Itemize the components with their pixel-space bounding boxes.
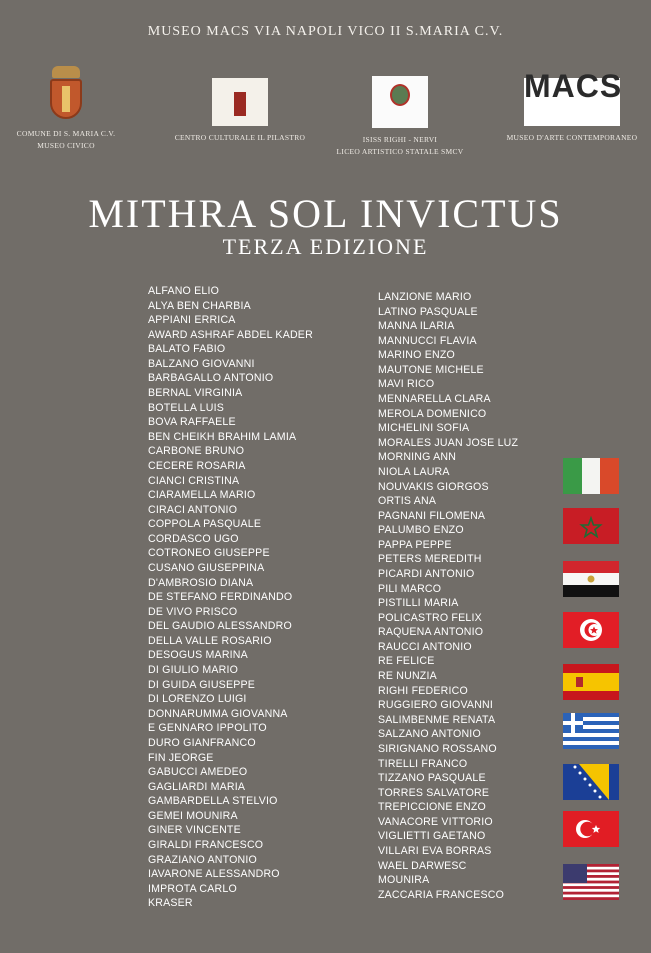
turkey-flag: [563, 811, 619, 847]
artist-left-name: AWARD ASHRAF ABDEL KADER: [148, 328, 313, 341]
artist-right-name: RE FELICE: [378, 655, 435, 668]
artist-right-name: MICHELINI SOFIA: [378, 422, 470, 435]
artist-right-name: VANACORE VITTORIO: [378, 815, 493, 828]
artist-left-name: ALYA BEN CHARBIA: [148, 299, 251, 312]
artist-left-name: IMPROTA CARLO: [148, 882, 237, 895]
artist-left-name: BALATO FABIO: [148, 343, 226, 356]
artist-right-name: PALUMBO ENZO: [378, 524, 464, 537]
artist-right-name: RIGHI FEDERICO: [378, 684, 468, 697]
artist-left-name: CIANCI CRISTINA: [148, 474, 240, 487]
centro-caption: CENTRO CULTURALE IL PILASTRO: [174, 133, 306, 142]
artist-right-name: RAUCCI ANTONIO: [378, 640, 472, 653]
artist-right-name: LANZIONE MARIO: [378, 291, 472, 303]
artist-right-name: PAPPA PEPPE: [378, 538, 452, 551]
artist-left-name: CORDASCO UGO: [148, 532, 239, 545]
artist-left-name: DONNARUMMA GIOVANNA: [148, 707, 288, 720]
artists-list-right: [378, 290, 518, 902]
artist-left-name: GABUCCI AMEDEO: [148, 766, 248, 779]
artist-right-name: VIGLIETTI GAETANO: [378, 830, 486, 843]
artist-left-name: DURO GIANFRANCO: [148, 736, 256, 749]
venue-header: MUSEO MACS VIA NAPOLI VICO II S.MARIA C.V.: [147, 24, 504, 39]
event-title: MITHRA SOL INVICTUS: [88, 191, 563, 236]
artist-left-name: DE VIVO PRISCO: [148, 605, 238, 618]
artist-right-name: MORNING ANN: [378, 451, 457, 464]
artist-right-name: SALZANO ANTONIO: [378, 728, 481, 741]
artist-left-name: CECERE ROSARIA: [148, 459, 246, 472]
artist-right-name: RE NUNZIA: [378, 670, 437, 683]
artist-right-name: MEROLA DOMENICO: [378, 407, 487, 420]
spain-flag: [563, 664, 619, 700]
artist-left-name: ALFANO ELIO: [148, 285, 220, 297]
macs-caption: MUSEO D'ARTE CONTEMPORANEO: [506, 133, 638, 142]
artist-left-name: CARBONE BRUNO: [148, 445, 245, 458]
usa-flag: [563, 864, 619, 900]
centro-culturale-logo: [160, 78, 320, 144]
artist-left-name: DI LORENZO LUIGI: [148, 693, 247, 706]
artist-left-name: DELLA VALLE ROSARIO: [148, 634, 272, 647]
artist-right-name: WAEL DARWESC: [378, 859, 467, 872]
artist-right-name: MAVI RICO: [378, 378, 435, 391]
artists-list-left: [148, 284, 313, 911]
artist-left-name: DI GIULIO MARIO: [148, 664, 239, 677]
macs-wordmark-icon: MACS: [524, 78, 620, 126]
republic-emblem-icon: [372, 76, 428, 128]
artist-right-name: PISTILLI MARIA: [378, 597, 459, 610]
artist-left-name: GINER VINCENTE: [148, 824, 241, 837]
greece-flag: [563, 713, 619, 749]
morocco-flag: [563, 508, 619, 544]
bosnia-flag: [563, 764, 619, 800]
artist-left-name: GEMEI MOUNIRA: [148, 809, 238, 822]
artist-right-name: TIZZANO PASQUALE: [378, 772, 486, 785]
artist-right-name: SALIMBENME RENATA: [378, 713, 496, 726]
artist-right-name: PILI MARCO: [378, 582, 442, 595]
comune-caption-1: COMUNE DI S. MARIA C.V.: [16, 129, 116, 138]
artist-left-name: D'AMBROSIO DIANA: [148, 576, 254, 589]
artist-left-name: COPPOLA PASQUALE: [148, 518, 262, 531]
egypt-flag: [563, 561, 619, 597]
artist-left-name: BOVA RAFFAELE: [148, 416, 236, 429]
artist-left-name: E GENNARO IPPOLITO: [148, 722, 267, 735]
artist-right-name: LATINO PASQUALE: [378, 305, 478, 318]
artist-left-name: DESOGUS MARINA: [148, 649, 248, 662]
artist-right-name: NIOLA LAURA: [378, 465, 450, 478]
artist-right-name: TIRELLI FRANCO: [378, 757, 468, 770]
artist-right-name: TORRES SALVATORE: [378, 786, 490, 799]
artist-left-name: BOTELLA LUIS: [148, 401, 225, 414]
artist-right-name: RUGGIERO GIOVANNI: [378, 699, 494, 712]
artist-right-name: PICARDI ANTONIO: [378, 567, 475, 580]
artist-right-name: SIRIGNANO ROSSANO: [378, 742, 497, 755]
pilastro-icon: [212, 78, 268, 126]
artist-left-name: GAGLIARDI MARIA: [148, 780, 246, 793]
artist-left-name: GRAZIANO ANTONIO: [148, 853, 257, 866]
artist-right-name: PAGNANI FILOMENA: [378, 509, 486, 522]
artist-left-name: KRASER: [148, 897, 193, 910]
artist-right-name: MORALES JUAN JOSE LUZ: [378, 436, 519, 449]
artist-right-name: POLICASTRO FELIX: [378, 611, 482, 624]
comune-caption-2: MUSEO CIVICO: [37, 141, 95, 150]
artist-right-name: PETERS MEREDITH: [378, 553, 482, 566]
artist-left-name: IAVARONE ALESSANDRO: [148, 868, 280, 881]
artist-right-name: MENNARELLA CLARA: [378, 393, 491, 406]
artist-right-name: ZACCARIA FRANCESCO: [378, 888, 505, 901]
artist-left-name: BARBAGALLO ANTONIO: [148, 372, 274, 385]
macs-logo: [496, 68, 648, 144]
artist-left-name: GIRALDI FRANCESCO: [148, 838, 264, 851]
artist-right-name: RAQUENA ANTONIO: [378, 626, 484, 639]
artist-left-name: CIARAMELLA MARIO: [148, 489, 256, 502]
artist-left-name: DEL GAUDIO ALESSANDRO: [148, 620, 292, 633]
italy-flag: [563, 458, 619, 494]
artist-right-name: TREPICCIONE ENZO: [378, 801, 486, 814]
artist-left-name: BERNAL VIRGINIA: [148, 387, 243, 400]
artist-left-name: FIN JEORGE: [148, 751, 214, 764]
artist-left-name: CUSANO GIUSEPPINA: [148, 561, 265, 574]
artist-right-name: MANNA ILARIA: [378, 320, 455, 333]
isiss-caption-2: LICEO ARTISTICO STATALE SMCV: [336, 147, 464, 156]
artist-right-name: MAUTONE MICHELE: [378, 363, 484, 376]
artist-right-name: MOUNIRA: [378, 874, 430, 887]
artist-left-name: CIRACI ANTONIO: [148, 503, 238, 516]
tunisia-flag: [563, 612, 619, 648]
isiss-logo: [332, 76, 468, 158]
artist-right-name: ORTIS ANA: [378, 495, 437, 508]
artist-right-name: MANNUCCI FLAVIA: [378, 334, 477, 347]
isiss-caption-1: ISISS RIGHI - NERVI: [362, 135, 438, 144]
artist-left-name: GAMBARDELLA STELVIO: [148, 795, 278, 808]
artist-left-name: COTRONEO GIUSEPPE: [148, 547, 270, 560]
artist-left-name: BALZANO GIOVANNI: [148, 357, 255, 370]
artist-right-name: MARINO ENZO: [378, 349, 455, 362]
artist-left-name: DI GUIDA GIUSEPPE: [148, 678, 256, 691]
artist-left-name: APPIANI ERRICA: [148, 314, 236, 327]
artist-right-name: NOUVAKIS GIORGOS: [378, 480, 489, 493]
comune-logo: [0, 66, 132, 152]
artist-left-name: DE STEFANO FERDINANDO: [148, 591, 293, 604]
comune-crest-icon: [48, 66, 84, 122]
event-subtitle: TERZA EDIZIONE: [222, 234, 429, 259]
artist-right-name: VILLARI EVA BORRAS: [378, 844, 492, 857]
artist-left-name: BEN CHEIKH BRAHIM LAMIA: [148, 430, 297, 443]
